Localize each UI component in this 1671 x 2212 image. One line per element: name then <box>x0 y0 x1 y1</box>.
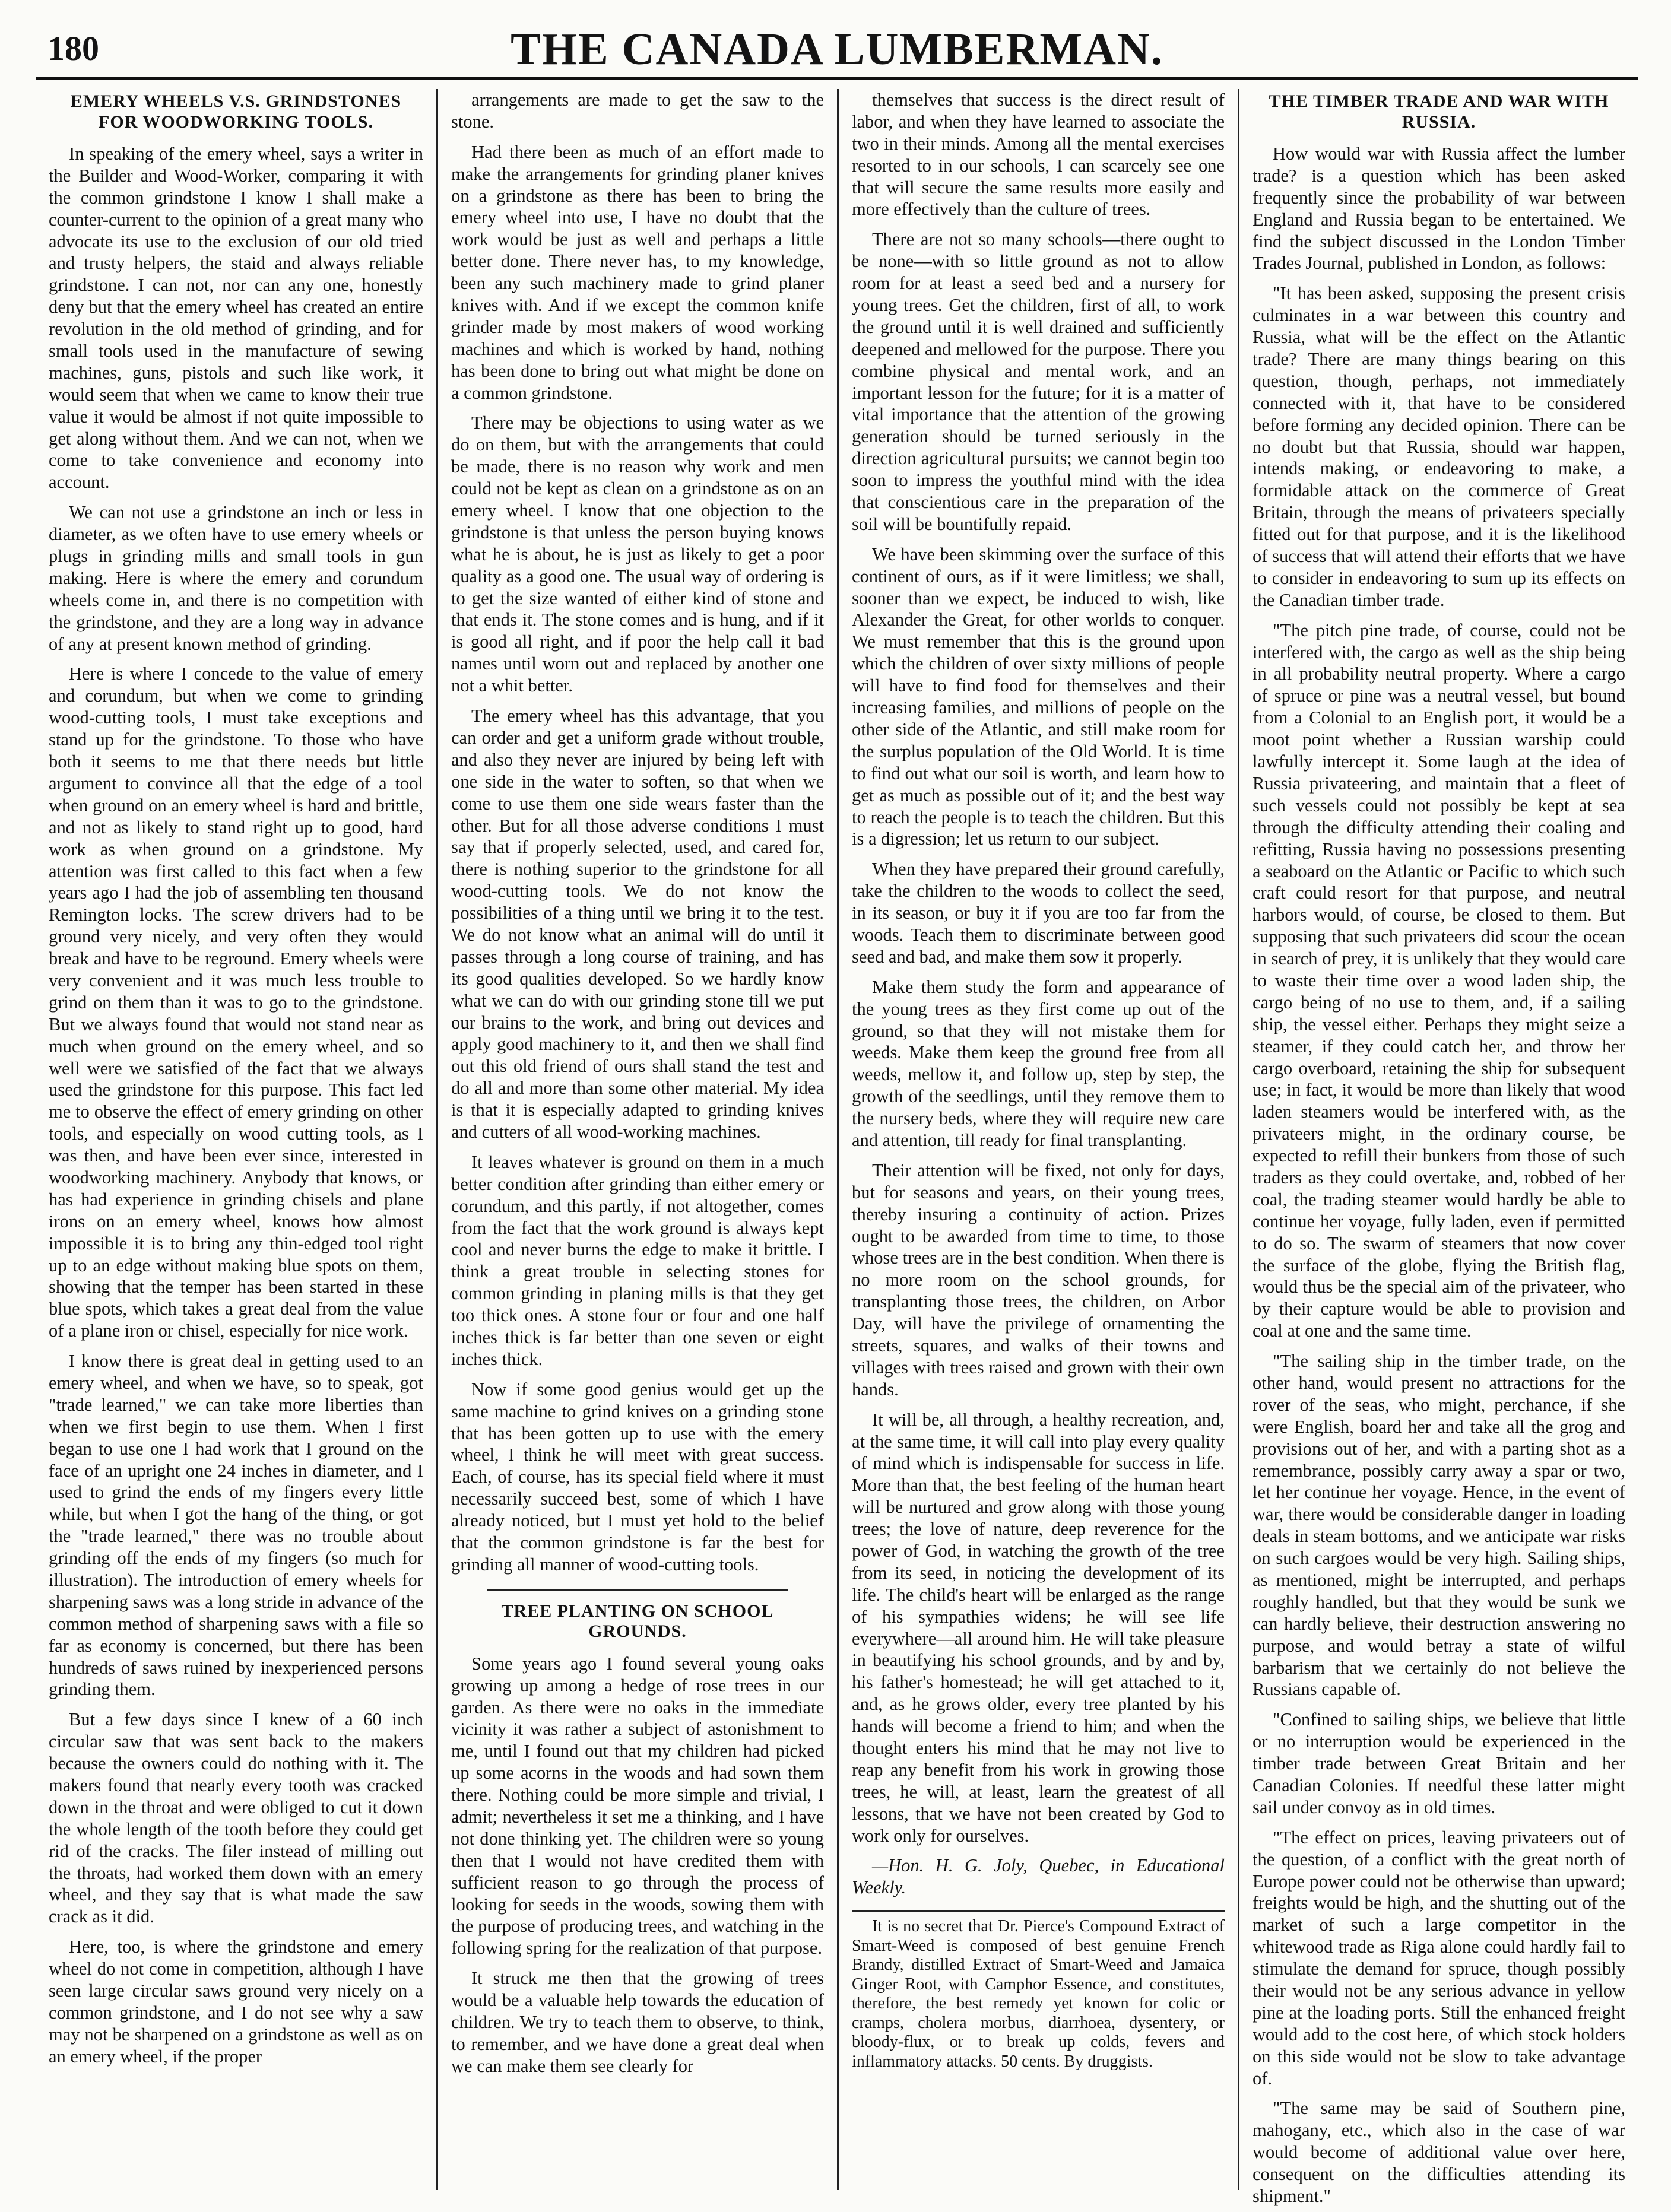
paragraph: When they have prepared their ground carefully, take the children to the woods to collect the seed, in its season, or buy it if you are too far from the woods. Teach them to discriminate between good seed and bad, and make them sow it properly. <box>852 859 1225 967</box>
column-2 <box>436 89 837 2190</box>
paragraph: arrangements are made to get the saw to the stone. <box>451 90 824 132</box>
article-heading-timber-trade: THE TIMBER TRADE AND WAR WITH RUSSIA. <box>1269 91 1609 132</box>
article-heading-emery-wheels: EMERY WHEELS V.S. GRINDSTONES FOR WOODWORKING TOOLS. <box>70 91 402 132</box>
paragraph: "Confined to sailing ships, we believe that little or no interruption would be experienced in the timber trade between Great Britain and her Canadian Colonies. If needful these latter might sail under convoy as in old times. <box>1253 1709 1625 1817</box>
paragraph: Their attention will be fixed, not only for days, but for seasons and years, on their young trees, thereby insuring a continuity of action. Prizes ought to be awarded from time to time, to those whose trees are in the best condition. When there is no more room on the school grounds, for transplanting those trees, the children, on Arbor Day, will have the privilege of ornamenting the streets, squares, and walks of their towns and villages with trees raised and grown with their own hands. <box>852 1160 1225 1399</box>
column-4 <box>1238 89 1638 2207</box>
paragraph: "The pitch pine trade, of course, could not be interfered with, the cargo as well as the ship being in all probability neutral property. Where a cargo of spruce or pine was a neutral vessel, but bound from a Colonial to an English port, it would be a moot point whether a Russian warship could lawfully intercept it. Some laugh at the idea of Russia privateering, and maintain that a fleet of such vessels could not possibly be kept at sea through the difficulty attending their coaling and refitting, Russia having no possessions presenting a seaboard on the Atlantic or Pacific to which such craft could resort for that purpose, and neutral harbors would, of course, be closed to them. But supposing that such privateers did scour the ocean in search of prey, it is unlikely that they would care to waste their time over a wood laden ship, the cargo being of no use to them, and, if a sailing ship, the vessel either. Perhaps they might seize a steamer, if they could catch her, and throw her cargo overboard, retaining the ship for subsequent use; in fact, it would be more than likely that wood laden steamers would be interfered with, as the privateers might, in the ordinary course, be expected to refill their bunkers from those of such traders as they could overtake, and, robbed of her coal, the trading steamer would hardly be able to continue her voyage, fully laden, even if permitted to do so. The swarm of steamers that now cover the surface of the globe, flying the British flag, would thus be the special aim of the privateer, who by their capture would be able to provision and coal at one and the same time. <box>1253 620 1625 1341</box>
paragraph: "The sailing ship in the timber trade, on the other hand, would present no attractions for the rover of the seas, who might, perchance, if she were English, board her and take all the grog and provisions out of her, and with a parting shot as a remembrance, possibly carry away a spar or two, let her continue her voyage. Hence, in the event of war, there would be considerable danger in loading deals in steam bottoms, and we anticipate war risks on such cargoes would be very high. Sailing ships, as mentioned, might be interrupted, and perhaps roughly handled, but that they would be sunk we can hardly believe, their destruction answering no purpose, and would betray a state of wilful barbarism that we certainly do not believe the Russians capable of. <box>1253 1351 1625 1700</box>
paragraph: Now if some good genius would get up the same machine to grind knives on a grinding stone that has been gotten up to use with the emery wheel, I think he will meet with great success. Each, of course, has its special field where it must necessarily succeed best, some of which I have already noticed, but I must yet hold to the belief that the common grindstone is far the best for grinding all manner of wood-cutting tools. <box>451 1379 824 1575</box>
advertisement-text: It is no secret that Dr. Pierce's Compound Extract of Smart-Weed is composed of best genuine French Brandy, distilled Extract of Smart-Weed and Jamaica Ginger Root, with Camphor Essence, and constitutes, therefore, the best remedy yet known for colic or cramps, cholera morbus, diarrhoea, dysentery, or bloody-flux, or to break up colds, fevers and inflammatory attacks. 50 cents. By druggists. <box>852 1917 1225 2071</box>
paragraph: In speaking of the emery wheel, says a writer in the Builder and Wood-Worker, comparing it with the common grindstone I know I shall make a counter-current to the opinion of a great many who advocate its use to the exclusion of our old tried and trusty helpers, the staid and always reliable grindstone. I can not, nor can any one, honestly deny but that the emery wheel has created an entire revolution in the old method of grinding, and for small tools used in the manufacture of sewing machines, guns, pistols and such like work, it would seem that when we came to know their true value it would be almost if not quite impossible to get along without them. And we can not, when we come to take convenience and economy into account. <box>49 144 423 493</box>
paragraph: We can not use a grindstone an inch or less in diameter, as we often have to use emery wheels or plugs in grinding mills and small tools in gun making. Here is where the emery and corundum wheels come in, and there is no competition with the grindstone, and they are a long way in advance of any at present known method of grinding. <box>49 502 423 654</box>
page-number: 180 <box>47 29 99 68</box>
paragraph: There are not so many schools—there ought to be none—with so little ground as not to allow room for at least a seed bed and a nursery for young trees. Get the children, first of all, to work the ground until it is well drained and sufficiently deepened and mellowed for the purpose. There you combine physical and mental work, and an important lesson for the future; for it is a matter of vital importance that the attention of the growing generation should be turned seriously in the direction agricultural pursuits; we cannot begin too soon to impress the youthful mind with the idea that conscientious care in the preparation of the soil will be bountifully repaid. <box>852 229 1225 534</box>
article-signature: —Hon. H. G. Joly, Quebec, in Educational Weekly. <box>852 1855 1225 1898</box>
article-columns <box>36 89 1638 2207</box>
column-1 <box>36 89 436 2190</box>
paragraph: "The same may be said of Southern pine, mahogany, etc., which also in the case of war would become of additional value over here, consequent on the difficulties attending its shipment." <box>1253 2098 1625 2207</box>
paragraph: Had there been as much of an effort made to make the arrangements for grinding planer knives on a grindstone as there has been to bring the emery wheel into use, I have no doubt that the work would be just as well and perhaps a little better done. There never has, to my knowledge, been any such machinery made to grind planer knives with. And if we except the common knife grinder made by most makers of wood working machines and which is worked by hand, nothing has been done to bring out what might be done on a common grindstone. <box>451 141 824 403</box>
paragraph: "It has been asked, supposing the present crisis culminates in a war between this country and Russia, what will be the effect on the Atlantic trade? There are many things bearing on this question, though, perhaps, not immediately connected with it, that have to be considered before forming any decided opinion. There can be no doubt but that Russia, should war happen, intends making, or endeavoring to make, a formidable attack on the commerce of Great Britain, through the means of privateers specially fitted out for that purpose, and it is the likelihood of success that will attend their efforts that we have to consider in endeavoring to sum up its effects on the Canadian timber trade. <box>1253 283 1625 610</box>
column-3 <box>837 89 1238 2190</box>
section-divider <box>487 1589 788 1591</box>
paragraph: It leaves whatever is ground on them in a much better condition after grinding than either emery or corundum, and this partly, if not altogether, comes from the fact that the work ground is always kept cool and never burns the edge to make it brittle. I think a great trouble in selecting stones for common grinding in planing mills is that they get too thick ones. A stone four or four and one half inches thick is far better than one seven or eight inches thick. <box>451 1151 824 1369</box>
paragraph: I know there is great deal in getting used to an emery wheel, and when we have, so to speak, got "trade learned," we can take more liberties than when we first begin to use them. When I first began to use one I had work that I ground on the face of an upright one 24 inches in diameter, and I used to grind the ends of my fingers every little while, but when I got the hang of the thing, or got the "trade learned," there was no trouble about grinding off the ends of my fingers (so much for illustration). The introduction of emery wheels for sharpening saws was a long stride in advance of the common method of sharpening saws with a file so far as economy is concerned, but there has been hundreds of saws ruined by inexperienced persons grinding them. <box>49 1351 423 1700</box>
paragraph: Here, too, is where the grindstone and emery wheel do not come in competition, although I have seen large circular saws ground very nicely on a common grindstone, and I do not see why a saw may not be sharpened on a grindstone as well as on an emery wheel, if the proper <box>49 1937 423 2067</box>
paragraph: We have been skimming over the surface of this continent of ours, as if it were limitless; we shall, sooner than we expect, be induced to wish, like Alexander the Great, for other worlds to conquer. We must remember that this is the ground upon which the children of over sixty millions of people will have to find food for themselves and their increasing families, and millions of people on the other side of the Atlantic, and still make room for the surplus population of the Old World. It is time to find out what our soil is worth, and learn how to get as much as possible out of it; and the best way to reach the people is to teach the children. But this is a digression; let us return to our subject. <box>852 544 1225 849</box>
masthead <box>36 24 1638 80</box>
advertisement <box>852 1917 1225 2071</box>
paragraph: Make them study the form and appearance of the young trees as they first come up out of the ground, so that they will not mistake them for weeds. Make them keep the ground free from all weeds, mellow it, and follow up, step by step, the growth of the seedlings, until they remove them to the nursery beds, where they will require new care and attention, till ready for final transplanting. <box>852 976 1225 1150</box>
paragraph: How would war with Russia affect the lumber trade? is a question which has been asked frequently since the probability of war between England and Russia began to be entertained. We find the subject discussed in the London Timber Trades Journal, published in London, as follows: <box>1253 144 1625 274</box>
paragraph: But a few days since I knew of a 60 inch circular saw that was sent back to the makers because the owners could do nothing with it. The makers found that nearly every tooth was cracked down in the throat and were obliged to cut it down the whole length of the tooth before they could get rid of the cracks. The filer instead of milling out the throats, had worked them down with an emery wheel, and they say that is what made the saw crack as it did. <box>49 1709 423 1927</box>
paragraph: It will be, all through, a healthy recreation, and, at the same time, it will call into play every quality of mind which is indispensable for success in life. More than that, the best feeling of the human heart will be nurtured and grow along with those young trees; the love of nature, deep reverence for the power of God, in watching the growth of the tree from its seed, in noticing the development of its life. The child's heart will be enlarged as the range of his sympathies widens; he will see life everywhere—all around him. He will take pleasure in beautifying his school grounds, and by and by, his father's homestead; he will get attached to it, and, as he grows older, every tree planted by his hands will become a friend to him; and when the thought enters his mind that he may not live to reap any benefit from his work in growing those trees, he will, at least, learn the greatest of all lessons, that we have not been created by God to work only for ourselves. <box>852 1409 1225 1846</box>
paragraph: themselves that success is the direct result of labor, and when they have learned to associate the two in their minds. Among all the mental exercises resorted to in our schools, I can scarcely see one that will secure the same results more easily and more effectively than the culture of trees. <box>852 90 1225 220</box>
paragraph: There may be objections to using water as we do on them, but with the arrangements that could be made, there is no reason why work and men could not be kept as clean on a grindstone as on an emery wheel. I know that one objection to the grindstone is that unless the person buying knows what he is about, he is just as likely to get a poor quality as a good one. The usual way of ordering is to get the size wanted of either kind of stone and that ends it. The stone comes and is hung, and if it is good all right, and if poor the help call it bad names until worn out and replaced by another one not a whit better. <box>451 412 824 696</box>
newspaper-title: THE CANADA LUMBERMAN. <box>511 24 1163 74</box>
article-heading-tree-planting: TREE PLANTING ON SCHOOL GROUNDS. <box>501 1601 774 1642</box>
paragraph: The emery wheel has this advantage, that you can order and get a uniform grade without trouble, and also they never are injured by being left with one side in the water to soften, so that when we come to use them one side wears faster than the other. But for all those adverse conditions I must say that if properly selected, used, and cared for, there is nothing superior to the grindstone for all wood-cutting tools. We do not know the possibilities of a thing until we bring it to the test. We do not know what an animal will do until it passes through a long course of training, and has its good qualities developed. So we hardly know what we can do with our grinding stone till we put our brains to the work, and bring out devices and apply good machinery to it, and then we shall find out this old friend of ours shall stand the test and do all and more than some other material. My idea is that it is especially adapted to grinding knives and cutters of all wood-working machines. <box>451 706 824 1142</box>
paragraph: Here is where I concede to the value of emery and corundum, but when we come to grinding wood-cutting tools, I must take exceptions and stand up for the grindstone. To those who have both it seems to me that there needs but little argument to convince all that the edge of a tool when ground on an emery wheel is hard and brittle, and not as likely to stand right up to good, hard work as when ground on a grindstone. My attention was first called to this fact when a few years ago I had the job of assembling ten thousand Remington locks. The screw drivers had to be ground very nicely, and very often they would break and have to be reground. Emery wheels were very convenient and it was much less trouble to grind on them than it was to go to the grindstone. But we always found that would not stand near as much when ground on the emery wheel, and so well were we satisfied of the fact that we always used the grindstone for this purpose. This fact led me to observe the effect of emery grinding on other tools, and especially on wood cutting tools, as I was then, and have been ever since, interested in woodworking machinery. Anybody that knows, or has had experience in grinding chisels and plane irons on an emery wheel, knows how almost impossible it is to bring any thin-edged tool right up to an edge without making blue spots on them, showing that the temper has been started in these blue spots, which takes a great deal from the value of a plane iron or chisel, especially for nice work. <box>49 664 423 1341</box>
paragraph: It struck me then that the growing of trees would be a valuable help towards the education of children. We try to teach them to observe, to think, to remember, and we have done a great deal when we can make them see clearly for <box>451 1968 824 2076</box>
paragraph: Some years ago I found several young oaks growing up among a hedge of rose trees in our garden. As there were no oaks in the immediate vicinity it was rather a subject of astonishment to me, until I found out that my children had picked up some acorns in the woods and had sown them there. Nothing could be more simple and trivial, I admit; nevertheless it set me a thinking, and I have not done thinking yet. The children were so young then that I would not have credited them with sufficient reason to go through the process of looking for seeds in the woods, sowing them with the purpose of producing trees, and watching in the following spring for the realization of that purpose. <box>451 1653 824 1959</box>
section-divider <box>852 1910 1225 1912</box>
paragraph: "The effect on prices, leaving privateers out of the question, of a conflict with the great north of Europe power could not be otherwise than upward; freights would be high, and the shutting out of the market of such a large competitor in the whitewood trade as Riga alone could hardly fail to stimulate the demand for spruce, though possibly their would not be any serious advance in yellow pine at the loading ports. Still the enhanced freight would add to the cost here, of which stock holders on this side would not be slow to take advantage of. <box>1253 1827 1625 2089</box>
